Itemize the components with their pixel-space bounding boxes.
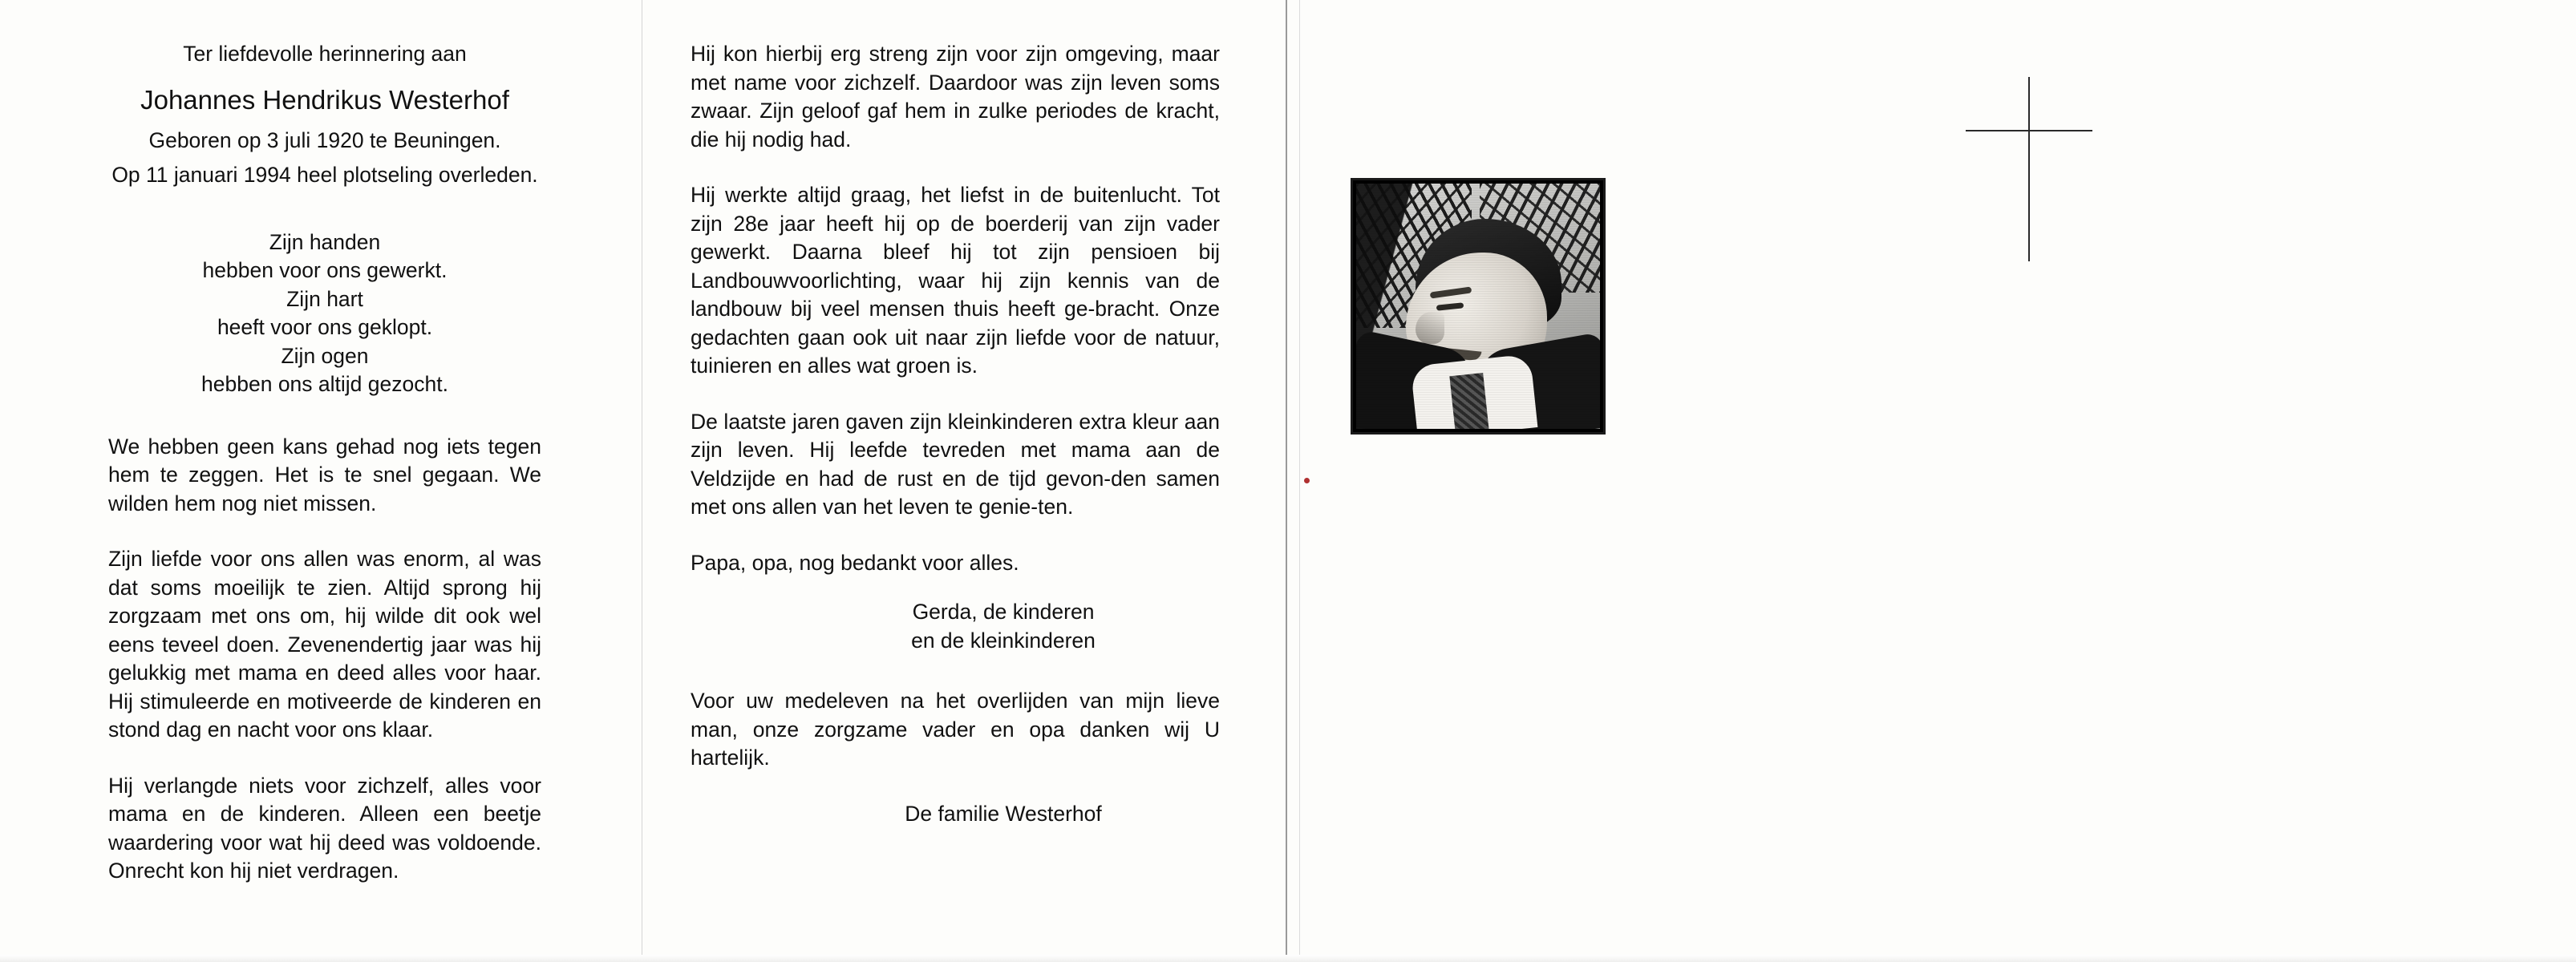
poem-line: hebben voor ons gewerkt. <box>202 258 448 282</box>
left-panel <box>0 0 642 962</box>
middle-paragraph: Hij kon hierbij erg streng zijn voor zijn omgeving, maar met name voor zichzelf. Daardoor was zijn leven soms zwaar. Zijn geloof gaf hem in zulke periodes de kracht, die hij nodig had. <box>691 42 1220 152</box>
cross-vertical-bar <box>2028 77 2030 261</box>
memorial-intro: Ter liefdevolle herinnering aan <box>183 42 467 66</box>
middle-paragraph: Hij werkte altijd graag, het liefst in de buitenlucht. Tot zijn 28e jaar heeft hij op de boerderij van zijn vader gewerkt. Daarna bleef hij tot zijn pensioen bij Landbouwvoorlichting, waar hij zijn kennis van de landbouw bij veel mensen thuis heeft ge-bracht. Onze gedachten gaan ook uit naar zijn liefde voor de natuur, tuinieren en alles wat groen is. <box>691 183 1220 378</box>
signature-line: en de kleinkinderen <box>911 628 1096 653</box>
middle-panel <box>642 0 1286 962</box>
family-signature <box>691 598 1220 655</box>
page-bottom-edge <box>0 955 2576 962</box>
left-paragraph: We hebben geen kans gehad nog iets tegen hem te zeggen. Het is te snel gegaan. We wilden hem nog niet missen. <box>108 434 541 515</box>
birth-line: Geboren op 3 juli 1920 te Beuningen. <box>148 127 501 152</box>
left-paragraph: Hij verlangde niets voor zichzelf, alles voor mama en de kinderen. Alleen een beetje waardering voor wat hij deed was voldoende. Onrecht kon hij niet verdragen. <box>108 773 541 883</box>
signature-line: Gerda, de kinderen <box>912 600 1095 624</box>
middle-text-column <box>691 40 1220 828</box>
poem-line: Zijn hart <box>286 286 363 311</box>
poem-line: heeft voor ons geklopt. <box>217 315 433 339</box>
portrait-tie <box>1449 373 1488 429</box>
middle-paragraph: Papa, opa, nog bedankt voor alles. <box>691 550 1019 575</box>
portrait-photo <box>1356 184 1600 429</box>
poem-line: Zijn ogen <box>281 343 369 368</box>
poem-line: hebben ons altijd gezocht. <box>201 372 448 396</box>
left-paragraph: Zijn liefde voor ons allen was enorm, al was dat soms moeilijk te zien. Altijd sprong hij zorgzaam met ons om, hij wilde dit ook wel eens teveel doen. Zevenendertig jaar was hij gelukkig met mama en deed alles voor haar. Hij stimuleerde en motiveerde de kinderen en stond dag en nacht voor ons klaar. <box>108 547 541 742</box>
thank-you-paragraph: Voor uw medeleven na het overlijden van mijn lieve man, onze zorgzame vader en opa danken wij U hartelijk. <box>691 689 1220 770</box>
portrait-nose <box>1416 312 1444 344</box>
registration-dot <box>1304 478 1310 483</box>
cross-horizontal-bar <box>1966 130 2092 131</box>
portrait-photo-frame <box>1351 178 1606 435</box>
closing-signature: De familie Westerhof <box>905 801 1102 826</box>
right-panel <box>1300 0 2576 962</box>
poem <box>108 228 541 399</box>
middle-paragraph: De laatste jaren gaven zijn kleinkinderen extra kleur aan zijn leven. Hij leefde tevreden met mama aan de Veldzijde en had de rust en de tijd gevon-den samen met ons allen van het leven te genie-ten. <box>691 409 1220 519</box>
death-line: Op 11 januari 1994 heel plotseling overleden. <box>111 163 538 187</box>
deceased-name: Johannes Hendrikus Westerhof <box>140 84 509 115</box>
poem-line: Zijn handen <box>269 229 381 254</box>
left-text-column <box>108 40 541 886</box>
panel-divider-2 <box>1286 0 1287 962</box>
